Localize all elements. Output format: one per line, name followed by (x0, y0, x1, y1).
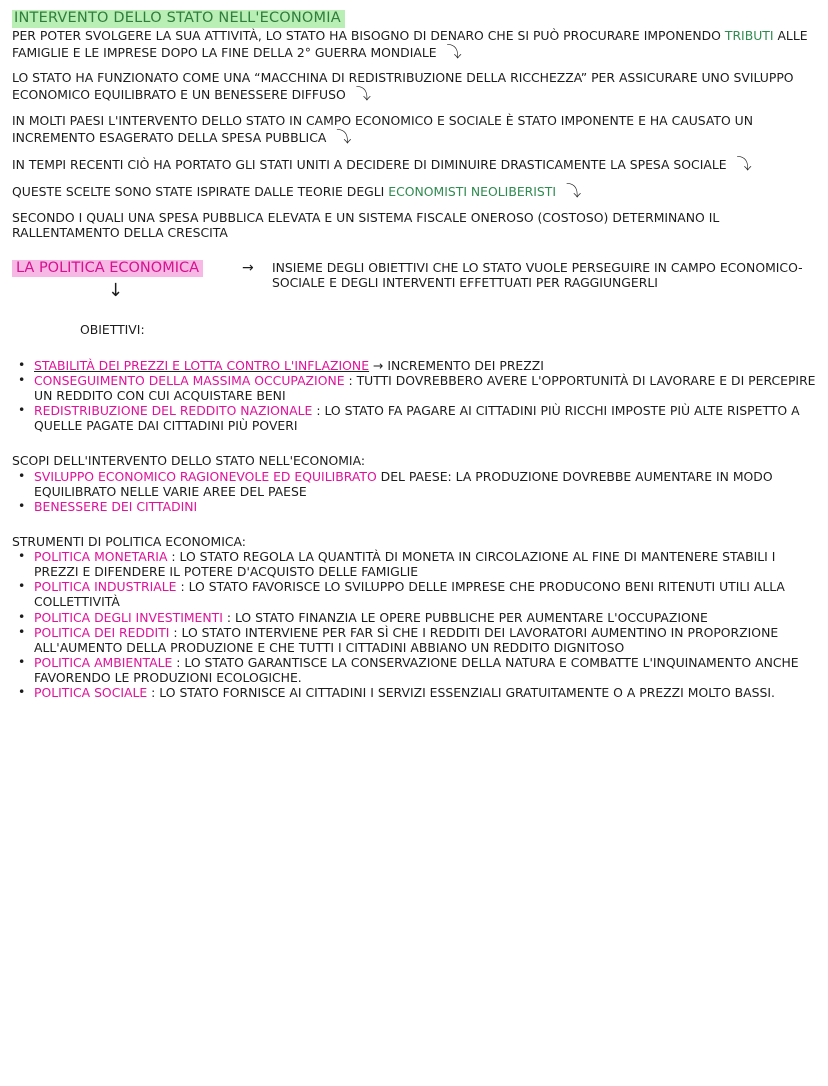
intro-paragraph-2: LO STATO HA FUNZIONATO COME UNA “MACCHINA DI REDISTRIBUZIONE DELLA RICCHEZZA” PER ASSICURARE UNO SVILUPPO ECONOMICO EQUILIBRATO E UN BENESSERE DIFFUSO ⤵ (12, 70, 794, 104)
neoliberisti-highlight: ECONOMISTI NEOLIBERISTI (388, 184, 556, 200)
intro-paragraph-3: IN MOLTI PAESI L'INTERVENTO DELLO STATO IN CAMPO ECONOMICO E SOCIALE È STATO IMPONENTE E HA CAUSATO UN INCREMENTO ESAGERATO DELLA SPESA PUBBLICA ⤵ (12, 112, 753, 146)
strumenti-list (12, 549, 816, 700)
down-arrow-icon: ↓ (108, 279, 124, 301)
turn-arrow-icon: ⤵ (565, 182, 581, 201)
list-item: • STABILITÀ DEI PREZZI E LOTTA CONTRO L'INFLAZIONE → INCREMENTO DEI PREZZI (12, 358, 816, 373)
politica-economica-section (12, 260, 816, 338)
right-arrow-icon: → (242, 259, 254, 276)
title-highlight: INTERVENTO DELLO STATO NELL'ECONOMIA (12, 10, 345, 28)
politica-economica-definition: INSIEME DEGLI OBIETTIVI CHE LO STATO VUOLE PERSEGUIRE IN CAMPO ECONOMICO-SOCIALE E DEGLI INTERVENTI EFFETTUATI PER RAGGIUNGERLI (272, 259, 803, 290)
list-item: • REDISTRIBUZIONE DEL REDDITO NAZIONALE : LO STATO FA PAGARE AI CITTADINI PIÙ RICCHI IMPOSTE PIÙ ALTE RISPETTO A QUELLE PAGATE DAI CITTADINI PIÙ POVERI (12, 403, 816, 433)
turn-arrow-icon: ⤵ (736, 154, 752, 173)
scopi-section (12, 453, 816, 514)
intro-paragraph-4: IN TEMPI RECENTI CIÒ HA PORTATO GLI STATI UNITI A DECIDERE DI DIMINUIRE DRASTICAMENTE LA SPESA SOCIALE ⤵ (12, 154, 752, 173)
list-item: • POLITICA DEI REDDITI : LO STATO INTERVIENE PER FAR SÌ CHE I REDDITI DEI LAVORATORI AUMENTINO IN PROPORZIONE ALL'AUMENTO DELLA PRODUZIONE E CHE TUTTI I CITTADINI ABBIANO UN REDDITO DIGNITOSO (12, 625, 816, 655)
list-item: • POLITICA MONETARIA : LO STATO REGOLA LA QUANTITÀ DI MONETA IN CIRCOLAZIONE AL FINE DI MANTENERE STABILI I PREZZI E DIFENDERE IL POTERE D'ACQUISTO DELLE FAMIGLIE (12, 549, 816, 579)
turn-arrow-icon: ⤵ (355, 85, 371, 104)
politica-economica-heading: LA POLITICA ECONOMICA (12, 260, 203, 278)
strumenti-heading: STRUMENTI DI POLITICA ECONOMICA: (12, 533, 246, 549)
list-item: • POLITICA SOCIALE : LO STATO FORNISCE AI CITTADINI I SERVIZI ESSENZIALI GRATUITAMENTE O A PREZZI MOLTO BASSI. (12, 685, 816, 700)
page-title (12, 10, 816, 28)
intro-paragraph-6: SECONDO I QUALI UNA SPESA PUBBLICA ELEVATA E UN SISTEMA FISCALE ONEROSO (COSTOSO) DETERMINANO IL RALLENTAMENTO DELLA CRESCITA (12, 209, 720, 240)
list-item: • CONSEGUIMENTO DELLA MASSIMA OCCUPAZIONE : TUTTI DOVREBBERO AVERE L'OPPORTUNITÀ DI LAVORARE E DI PERCEPIRE UN REDDITO CON CUI ACQUISTARE BENI (12, 373, 816, 403)
list-item: • POLITICA DEGLI INVESTIMENTI : LO STATO FINANZIA LE OPERE PUBBLICHE PER AUMENTARE L'OCCUPAZIONE (12, 610, 816, 625)
obiettivi-label: OBIETTIVI: (80, 321, 145, 337)
intro-paragraph-1: PER POTER SVOLGERE LA SUA ATTIVITÀ, LO STATO HA BISOGNO DI DENARO CHE SI PUÒ PROCURARE IMPONENDO TRIBUTI ALLE FAMIGLIE E LE IMPRESE DOPO LA FINE DELLA 2° GUERRA MONDIALE ⤵ (12, 27, 808, 61)
tributi-highlight: TRIBUTI (724, 27, 774, 43)
turn-arrow-icon: ⤵ (446, 42, 462, 61)
turn-arrow-icon: ⤵ (336, 127, 352, 146)
strumenti-section (12, 534, 816, 700)
scopi-heading: SCOPI DELL'INTERVENTO DELLO STATO NELL'ECONOMIA: (12, 453, 366, 469)
list-item: • BENESSERE DEI CITTADINI (12, 499, 816, 514)
notes-page (12, 10, 816, 700)
list-item: • POLITICA AMBIENTALE : LO STATO GARANTISCE LA CONSERVAZIONE DELLA NATURA E COMBATTE L'INQUINAMENTO ANCHE FAVORENDO LE PRODUZIONI ECOLOGICHE. (12, 655, 816, 685)
goals-list (12, 358, 816, 434)
intro-paragraph-5: QUESTE SCELTE SONO STATE ISPIRATE DALLE TEORIE DEGLI ECONOMISTI NEOLIBERISTI ⤵ (12, 182, 581, 201)
list-item: • SVILUPPO ECONOMICO RAGIONEVOLE ED EQUILIBRATO DEL PAESE: LA PRODUZIONE DOVREBBE AUMENTARE IN MODO EQUILIBRATO NELLE VARIE AREE DEL PAESE (12, 469, 816, 499)
list-item: • POLITICA INDUSTRIALE : LO STATO FAVORISCE LO SVILUPPO DELLE IMPRESE CHE PRODUCONO BENI RITENUTI UTILI ALLA COLLETTIVITÀ (12, 579, 816, 609)
scopi-list (12, 469, 816, 514)
